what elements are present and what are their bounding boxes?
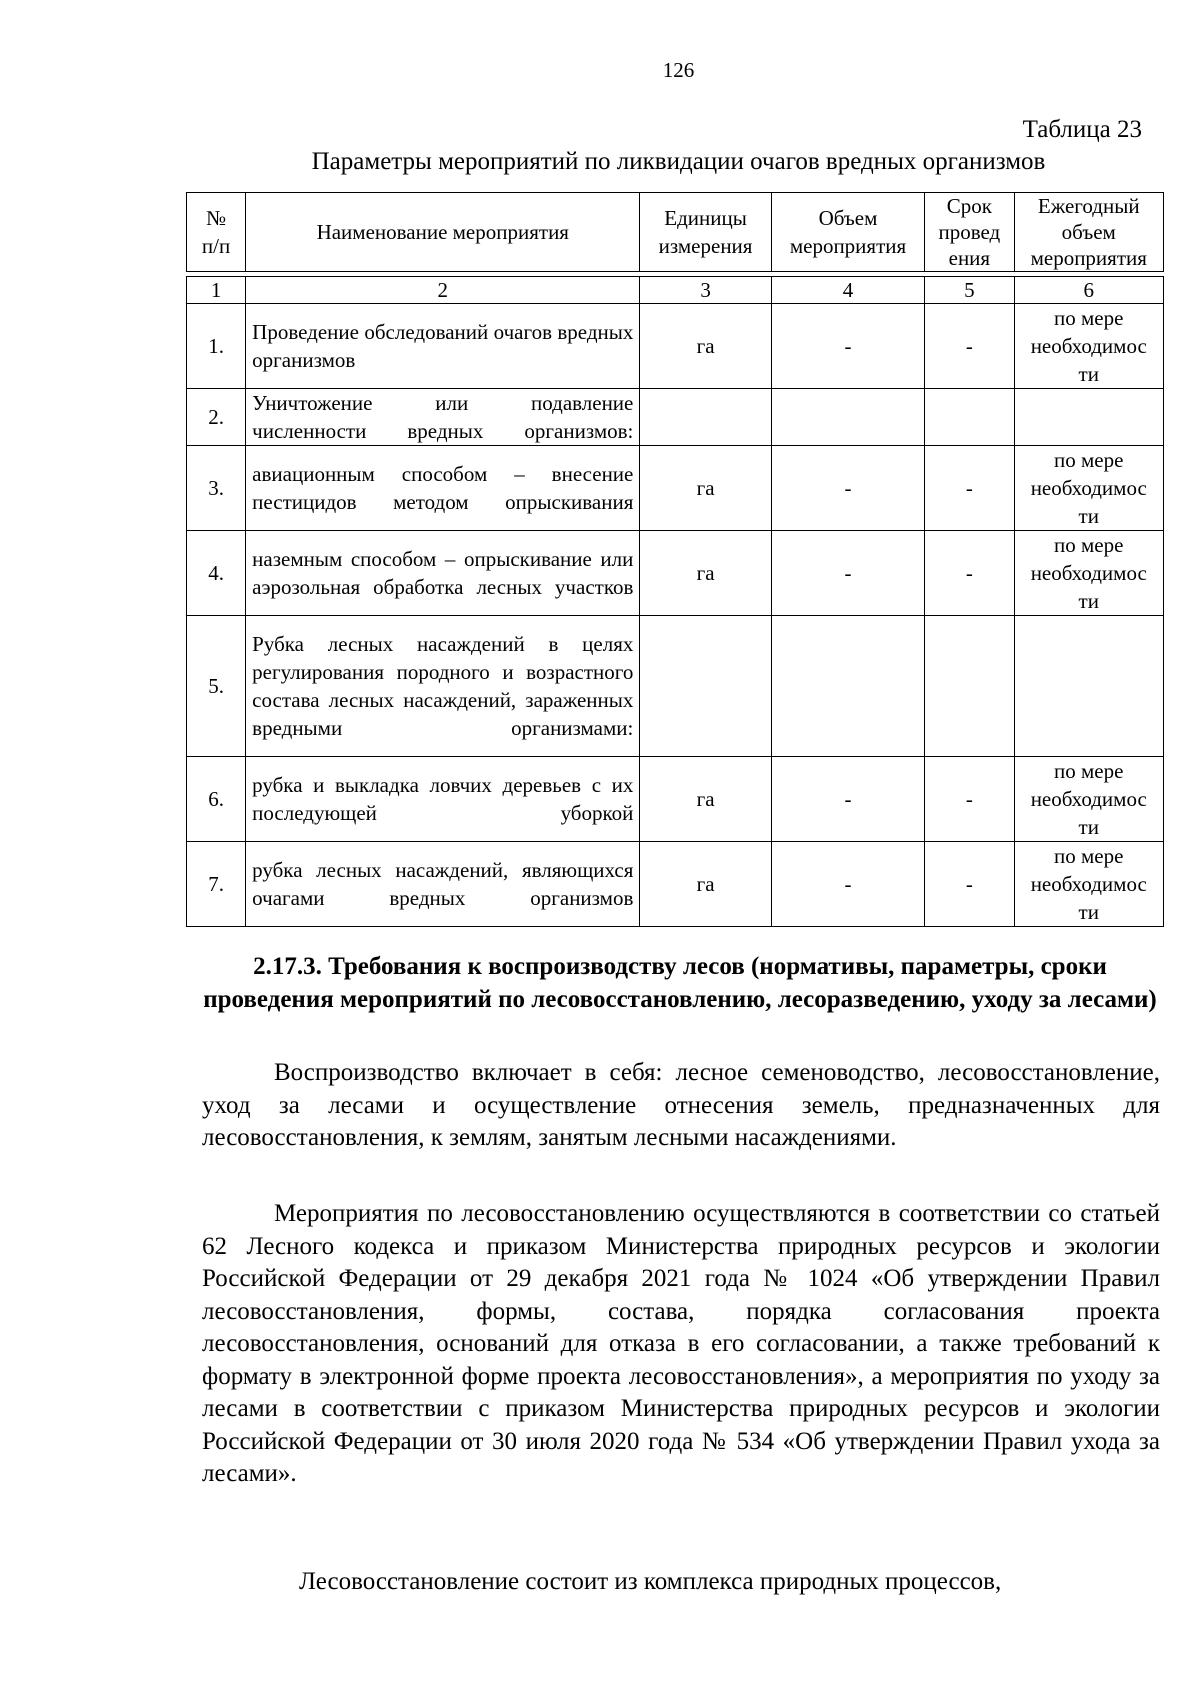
row-annual: по мере необходимос ти <box>1014 446 1164 531</box>
row-annual: по мере необходимос ти <box>1014 304 1164 389</box>
header-annual: Ежегодный объем мероприятия <box>1014 193 1164 272</box>
index-cell: 1 <box>187 277 246 304</box>
row-num: 2. <box>187 389 246 446</box>
row-annual: по мере необходимос ти <box>1014 757 1164 842</box>
row-term: - <box>925 304 1014 389</box>
index-cell: 4 <box>771 277 924 304</box>
header-term: Срок провед ения <box>925 193 1014 272</box>
row-name: рубка лесных насаждений, являющихся очагами вредных организмов <box>246 842 640 927</box>
section-heading: 2.17.3. Требования к воспроизводству лесов (нормативы, параметры, сроки проведения мероприятий по лесовосстановлению, лесоразведению, уходу за лесами) <box>203 953 1157 1013</box>
row-num: 4. <box>187 531 246 616</box>
body-paragraph: Воспроизводство включает в себя: лесное семеноводство, лесовосстановление, уход за лесами и осуществление отнесения земель, предназначенных для лесовосстановления, к землям, занятым лесными насаждениями. <box>202 1059 1160 1151</box>
row-volume: - <box>771 446 924 531</box>
row-num: 7. <box>187 842 246 927</box>
table-caption: Параметры мероприятий по ликвидации очагов вредных организмов <box>311 148 1046 175</box>
index-row <box>187 277 1164 304</box>
row-num: 3. <box>187 446 246 531</box>
row-unit: га <box>640 531 771 616</box>
row-volume: - <box>771 304 924 389</box>
row-annual <box>1014 616 1164 757</box>
header-num: № п/п <box>187 193 246 272</box>
row-term <box>925 616 1014 757</box>
row-annual: по мере необходимос ти <box>1014 842 1164 927</box>
body-paragraph: Мероприятия по лесовосстановлению осуществляются в соответствии со статьей 62 Лесного кодекса и приказом Министерства природных ресурсов и экологии Российской Федерации от 29 декабря 2021 года № 1024 «Об утверждении Правил лесовосстановления, формы, состава, порядка согласования проекта лесовосстановления, оснований для отказа в его согласовании, а также требований к формату в электронной форме проекта лесовосстановления», а мероприятия по уходу за лесами в соответствии с приказом Министерства природных ресурсов и экологии Российской Федерации от 30 июля 2020 года № 534 «Об утверждении Правил ухода за лесами». <box>202 1200 1160 1487</box>
row-annual: по мере необходимос ти <box>1014 531 1164 616</box>
row-unit <box>640 389 771 446</box>
table-header <box>187 193 1164 304</box>
row-term: - <box>925 531 1014 616</box>
row-name: Проведение обследований очагов вредных организмов <box>246 304 640 389</box>
index-cell: 5 <box>925 277 1014 304</box>
row-name: наземным способом – опрыскивание или аэрозольная обработка лесных участков <box>246 531 640 616</box>
row-name: Рубка лесных насаждений в целях регулирования породного и возрастного состава лесных насаждений, зараженных вредными организмами: <box>246 616 640 757</box>
row-num: 6. <box>187 757 246 842</box>
table-row <box>187 446 1164 531</box>
table-row <box>187 616 1164 757</box>
row-term <box>925 389 1014 446</box>
row-name: авиационным способом – внесение пестицидов методом опрыскивания <box>246 446 640 531</box>
measures-table <box>186 192 1164 927</box>
header-name: Наименование мероприятия <box>246 193 640 272</box>
table-row <box>187 389 1164 446</box>
row-annual <box>1014 389 1164 446</box>
row-term: - <box>925 757 1014 842</box>
row-volume: - <box>771 757 924 842</box>
table-row <box>187 304 1164 389</box>
row-name: рубка и выкладка ловчих деревьев с их последующей уборкой <box>246 757 640 842</box>
row-volume <box>771 616 924 757</box>
row-unit: га <box>640 842 771 927</box>
table-label: Таблица 23 <box>1022 116 1142 143</box>
index-cell: 2 <box>246 277 640 304</box>
page-number: 126 <box>662 58 695 82</box>
row-volume: - <box>771 842 924 927</box>
header-row <box>187 193 1164 272</box>
row-volume: - <box>771 531 924 616</box>
row-num: 1. <box>187 304 246 389</box>
table-row <box>187 531 1164 616</box>
body-paragraph: Лесовосстановление состоит из комплекса природных процессов, <box>299 1568 1002 1595</box>
row-name: Уничтожение или подавление численности вредных организмов: <box>246 389 640 446</box>
header-volume: Объем мероприятия <box>771 193 924 272</box>
row-unit: га <box>640 446 771 531</box>
row-unit <box>640 616 771 757</box>
header-unit: Единицы измерения <box>640 193 771 272</box>
row-term: - <box>925 446 1014 531</box>
index-cell: 3 <box>640 277 771 304</box>
table-row <box>187 842 1164 927</box>
row-unit: га <box>640 757 771 842</box>
row-term: - <box>925 842 1014 927</box>
row-num: 5. <box>187 616 246 757</box>
row-unit: га <box>640 304 771 389</box>
row-volume <box>771 389 924 446</box>
table-row <box>187 757 1164 842</box>
table-body <box>187 304 1164 927</box>
index-cell: 6 <box>1014 277 1164 304</box>
